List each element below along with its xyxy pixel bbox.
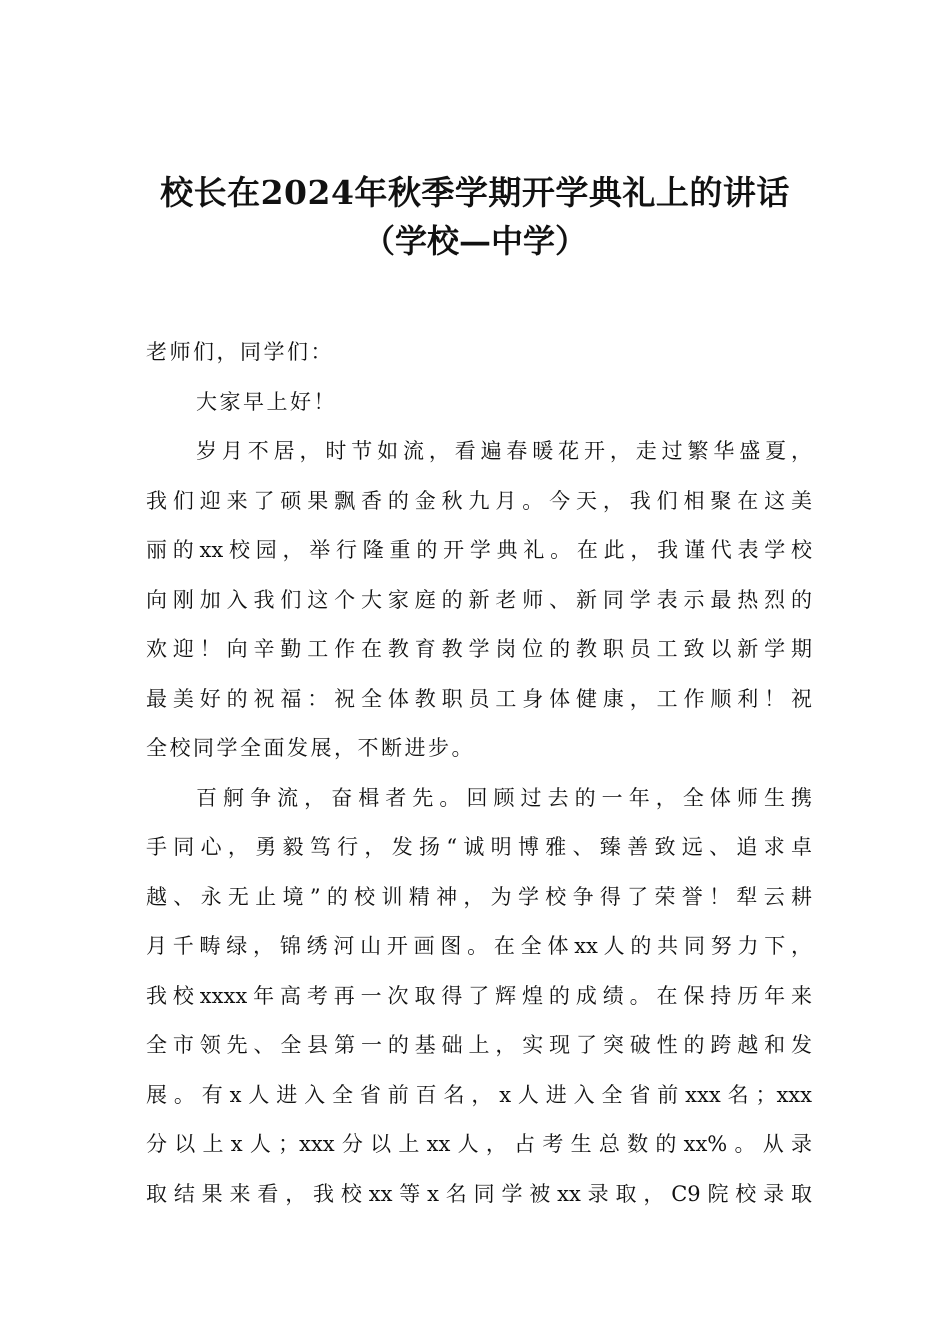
document-title: 校长在2024年秋季学期开学典礼上的讲话 xyxy=(160,173,790,212)
salutation: 老师们，同学们： xyxy=(146,340,334,364)
text-line: 欢迎！向辛勤工作在教育教学岗位的教职员工致以新学期 xyxy=(146,637,812,661)
text-line: 百舸争流，奋楫者先。回顾过去的一年，全体师生携 xyxy=(196,785,812,810)
text-line: 月千畴绿，锦绣河山开画图。在全体xx人的共同努力下， xyxy=(146,934,812,958)
text-line: 向刚加入我们这个大家庭的新老师、新同学表示最热烈的 xyxy=(146,587,812,612)
text-line: 取结果来看，我校xx等x名同学被xx录取，C9院校录取 xyxy=(146,1181,812,1206)
text-line: 丽的xx校园，举行隆重的开学典礼。在此，我谨代表学校 xyxy=(146,538,812,562)
document-body xyxy=(146,328,812,1219)
text-line: 大家早上好！ xyxy=(196,389,337,414)
text-line: 我们迎来了硕果飘香的金秋九月。今天，我们相聚在这美 xyxy=(146,488,812,513)
text-line: 展。有x人进入全省前百名，x人进入全省前xxx名；xxx xyxy=(146,1082,812,1107)
text-line: 全市领先、全县第一的基础上，实现了突破性的跨越和发 xyxy=(146,1033,812,1057)
text-line: 最美好的祝福：祝全体教职员工身体健康，工作顺利！祝 xyxy=(146,686,812,711)
title-block xyxy=(120,168,830,264)
document-subtitle: （学校—中学） xyxy=(362,222,587,260)
text-line: 全校同学全面发展，不断进步。 xyxy=(146,736,475,760)
text-line: 我校xxxx年高考再一次取得了辉煌的成绩。在保持历年来 xyxy=(146,983,812,1008)
paragraph-lines xyxy=(146,378,812,1220)
text-line: 手同心，勇毅笃行，发扬“诚明博雅、臻善致远、追求卓 xyxy=(146,835,812,859)
text-line: 越、永无止境”的校训精神，为学校争得了荣誉！犁云耕 xyxy=(146,884,812,909)
text-line: 岁月不居，时节如流，看遍春暖花开，走过繁华盛夏， xyxy=(196,439,812,463)
text-line: 分以上x人；xxx分以上xx人，占考生总数的xx%。从录 xyxy=(146,1132,812,1156)
